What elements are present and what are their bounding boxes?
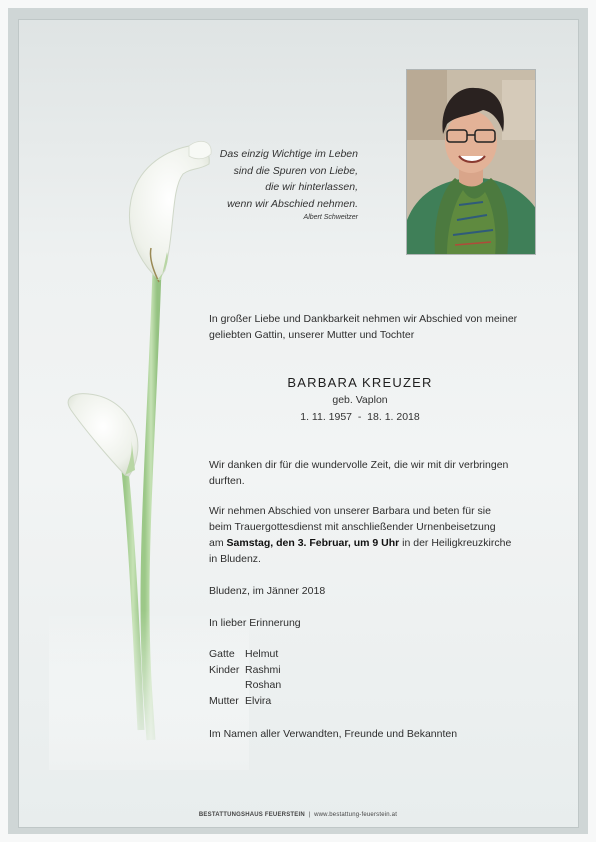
footer-separator: | (308, 812, 311, 818)
service-line: beim Trauergottesdienst mit anschließender Urnenbeisetzung (209, 521, 496, 533)
service-line (209, 535, 511, 551)
family-row (209, 678, 281, 694)
quote-block (118, 146, 358, 224)
family-member: Helmut (245, 648, 279, 660)
footer (0, 812, 596, 818)
portrait-photo (406, 69, 536, 255)
quote-line: die wir hinterlassen, (265, 181, 358, 193)
family-role: Gatte (209, 648, 235, 660)
service-text (209, 503, 511, 567)
intro-line: In großer Liebe und Dankbarkeit nehmen wir Abschied von meiner (209, 313, 518, 325)
thanks-text (209, 457, 508, 489)
intro-text (209, 311, 517, 343)
thanks-line: Wir danken dir für die wundervolle Zeit, die wir mit dir verbringen (209, 459, 509, 471)
family-role (209, 678, 245, 694)
family-role: Mutter (209, 694, 239, 707)
birth-name: geb. Vaplon (332, 394, 388, 406)
family-member: Elvira (245, 694, 272, 707)
family-row (209, 694, 281, 710)
life-dates: 1. 11. 1957 - 18. 1. 2018 (300, 411, 420, 423)
intro-line: geliebten Gattin, unserer Mutter und Tochter (209, 329, 415, 341)
quote-line: sind die Spuren von Liebe, (233, 164, 358, 177)
quote-line: Das einzig Wichtige im Leben (219, 148, 358, 160)
family-row (209, 647, 281, 663)
quote-author: Albert Schweitzer (303, 214, 358, 221)
service-datetime: Samstag, den 3. Februar, um 9 Uhr (226, 537, 400, 549)
family-member: Rashmi (245, 663, 281, 676)
place-date: Bludenz, im Jänner 2018 (209, 585, 326, 597)
deceased-name: BARBARA KREUZER (287, 375, 433, 390)
family-list (209, 647, 281, 709)
service-post: in der Heiligkreuzkirche (399, 537, 512, 549)
footer-website[interactable]: www.bestattung-feuerstein.at (314, 812, 398, 818)
service-line: Wir nehmen Abschied von unserer Barbara und beten für sie (209, 505, 491, 517)
service-line: in Bludenz. (209, 553, 261, 565)
thanks-line: durften. (209, 475, 245, 487)
family-row (209, 663, 281, 679)
quote-line: wenn wir Abschied nehmen. (227, 197, 358, 210)
footer-firm: BESTATTUNGSHAUS FEUERSTEIN (198, 812, 305, 818)
service-pre: am (209, 537, 227, 549)
remembrance-label: In lieber Erinnerung (209, 617, 301, 629)
closing-text: Im Namen aller Verwandten, Freunde und Bekannten (209, 728, 458, 740)
family-member: Roshan (245, 679, 282, 691)
family-role: Kinder (209, 663, 240, 676)
